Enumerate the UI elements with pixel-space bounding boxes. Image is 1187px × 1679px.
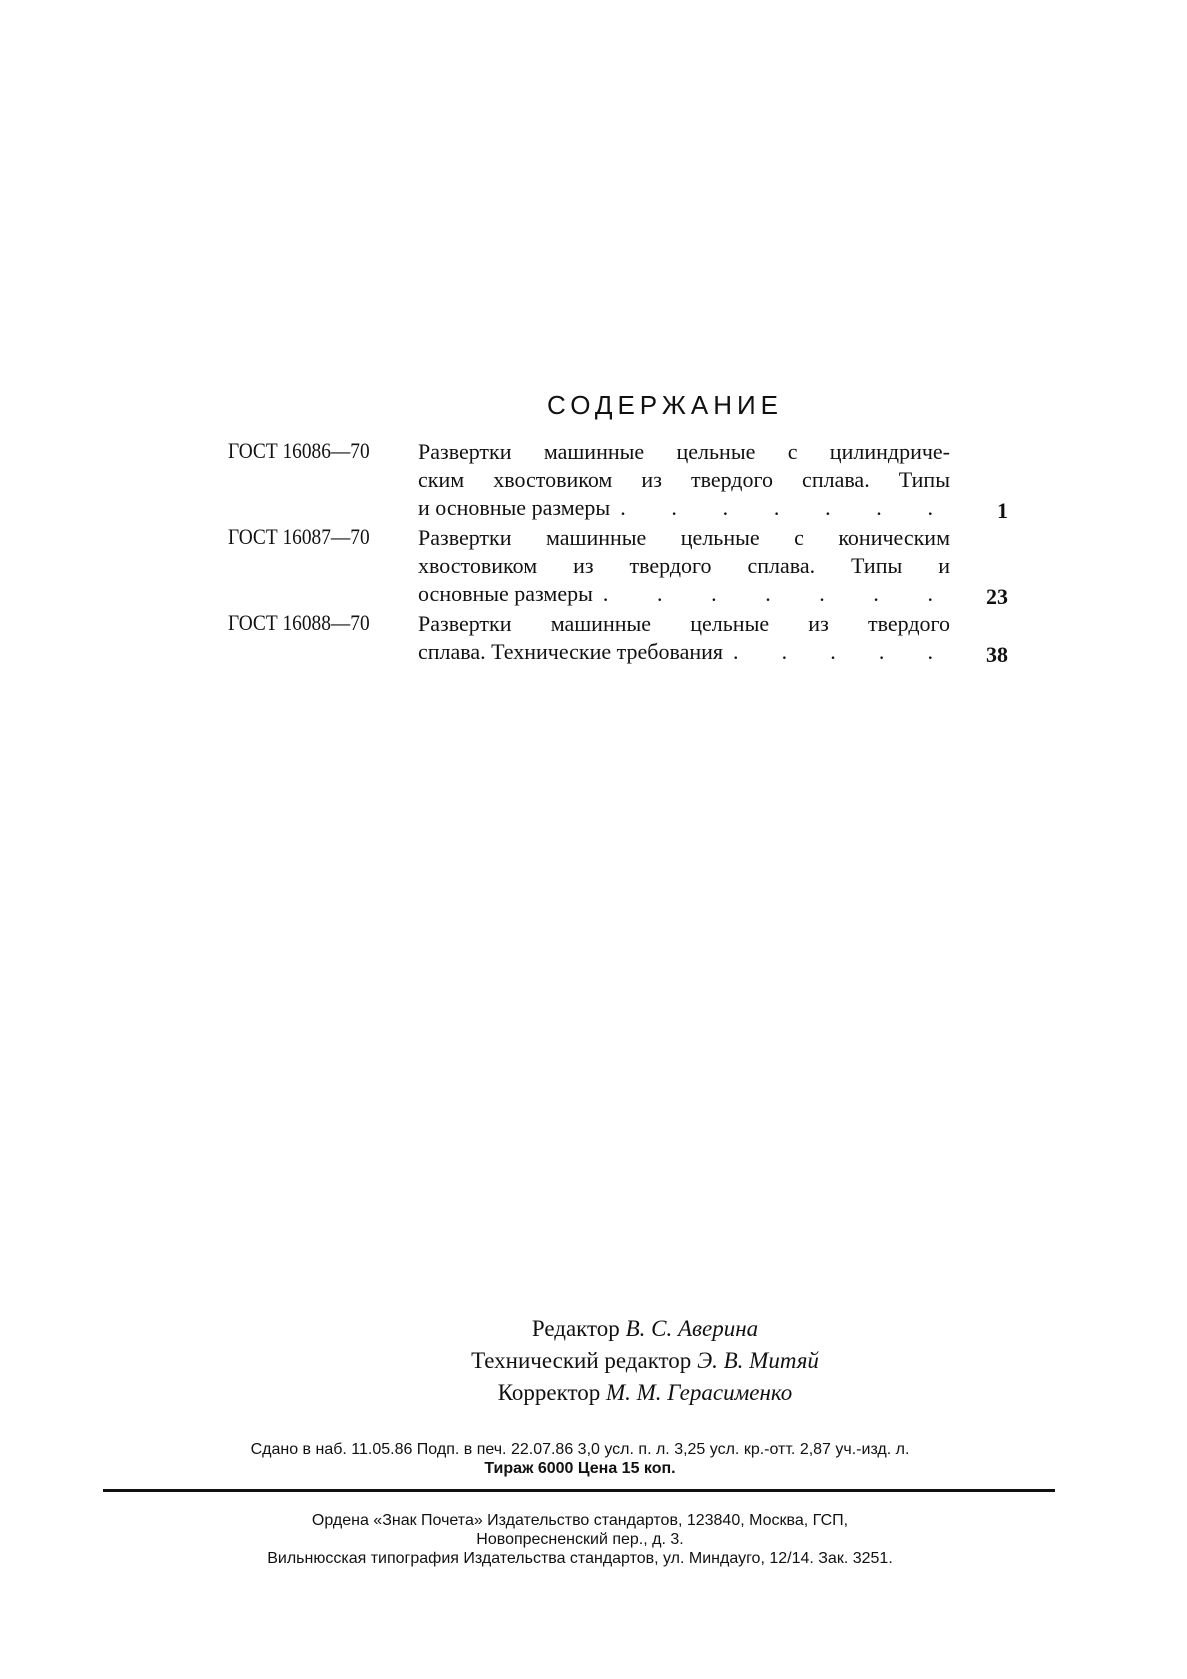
toc-entry-line: хвостовиком из твердого сплава. Типы и — [418, 553, 950, 578]
toc-entry-line: Развертки машинные цельные с коническим — [418, 525, 950, 550]
imprint-address: Новопресненский пер., д. 3. — [476, 1531, 684, 1548]
imprint-printer: Вильнюсская типография Издательства стандартов, ул. Миндауго, 12/14. Зак. 3251. — [267, 1550, 893, 1567]
toc-entry-code: ГОСТ 16087—70 — [228, 524, 370, 549]
imprint-publisher: Ордена «Знак Почета» Издательство стандартов, 123840, Москва, ГСП, — [311, 1512, 849, 1529]
leader-dots: . . . . . — [733, 639, 950, 664]
toc-entry-line: основные размеры — [418, 581, 593, 606]
credit-name: Э. В. Митяй — [697, 1348, 819, 1373]
leader-dots: . . . . . . . — [602, 581, 950, 606]
toc-entry-page: 1 — [997, 498, 1008, 523]
credit-role: Корректор — [497, 1380, 601, 1405]
divider — [103, 1489, 1055, 1492]
credit-role: Технический редактор — [471, 1348, 692, 1373]
toc-entry-line: и основные размеры — [418, 495, 611, 520]
contents-title: СОДЕРЖАНИЕ — [546, 390, 783, 420]
toc-entry-page: 23 — [986, 584, 1008, 609]
credit-name: М. М. Герасименко — [605, 1380, 793, 1405]
leader-dots: . . . . . . . — [620, 495, 950, 520]
toc-entry-line: сплава. Технические требования — [418, 639, 724, 664]
imprint-print-details: Сдано в наб. 11.05.86 Подп. в печ. 22.07.86 3,0 усл. п. л. 3,25 усл. кр.-отт. 2,87 уч.-изд. л. — [250, 1441, 910, 1458]
proofreader-credit — [0, 1380, 1187, 1406]
toc-entry-line: ским хвостовиком из твердого сплава. Типы — [418, 467, 950, 492]
toc-entry-page: 38 — [986, 642, 1008, 667]
credit-role: Редактор — [531, 1316, 620, 1341]
toc-entry-code: ГОСТ 16088—70 — [228, 610, 370, 635]
toc-entry-line: Развертки машинные цельные с цилиндриче- — [418, 439, 950, 464]
toc-entry-code: ГОСТ 16086—70 — [228, 438, 370, 463]
technical-editor-credit — [0, 1348, 1187, 1374]
toc-entry-description — [418, 438, 950, 522]
imprint-circulation-price: Тираж 6000 Цена 15 коп. — [484, 1460, 676, 1477]
toc-entry-description — [418, 524, 950, 608]
toc-entry-line: Развертки машинные цельные из твердого — [418, 611, 950, 636]
editor-credit — [0, 1316, 1187, 1342]
credit-name: В. С. Аверина — [625, 1316, 759, 1341]
toc-entry-description — [418, 610, 950, 666]
